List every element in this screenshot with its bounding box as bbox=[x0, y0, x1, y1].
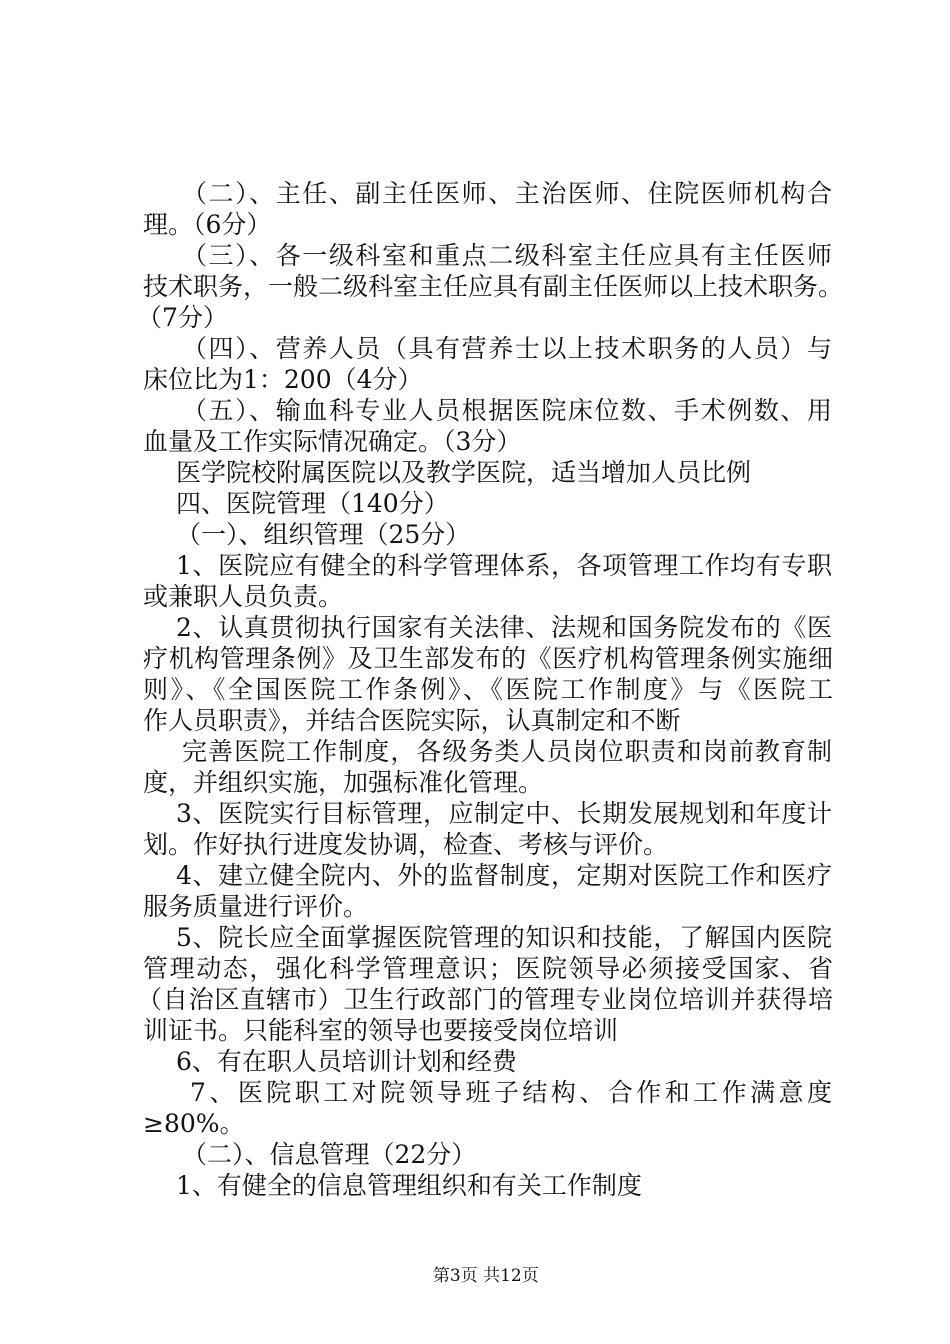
line-26: 管理动态，强化科学管理意识；医院领导必须接受国家、省 bbox=[143, 954, 835, 983]
line-30: 7、医院职工对院领导班子结构、合作和工作满意度 bbox=[190, 1078, 836, 1107]
line-4: 技术职务，一般二级科室主任应具有副主任医师以上技术职务。 bbox=[143, 272, 843, 301]
line-8: （五）、输血科专业人员根据医院床位数、手术例数、用 bbox=[182, 396, 834, 425]
line-25: 5、院长应全面掌握医院管理的知识和技能，了解国内医院 bbox=[176, 923, 833, 952]
line-28: 训证书。只能科室的领导也要接受岗位培训 bbox=[143, 1016, 619, 1045]
line-6: （四）、营养人员（具有营养士以上技术职务的人员）与 bbox=[182, 334, 834, 363]
line-18: 作人员职责》，并结合医院实际，认真制定和不断 bbox=[143, 706, 681, 735]
line-9: 血量及工作实际情况确定。（3分） bbox=[143, 427, 522, 456]
line-10: 医学院校附属医院以及教学医院，适当增加人员比例 bbox=[176, 458, 752, 487]
line-13: 1、医院应有健全的科学管理体系，各项管理工作均有专职 bbox=[176, 551, 833, 580]
line-21: 3、医院实行目标管理，应制定中、长期发展规划和年度计 bbox=[176, 799, 833, 828]
line-11: 四、医院管理（140分） bbox=[176, 489, 449, 518]
line-14: 或兼职人员负责。 bbox=[143, 582, 344, 611]
line-5: （7分） bbox=[137, 303, 228, 332]
page-footer bbox=[0, 1240, 950, 1312]
line-19: 完善医院工作制度，各级务类人员岗位职责和岗前教育制 bbox=[182, 737, 834, 766]
line-29: 6、有在职人员培训计划和经费 bbox=[176, 1047, 517, 1076]
line-2: 理。（6分） bbox=[143, 210, 272, 239]
line-12: （一）、组织管理（25分） bbox=[176, 520, 471, 549]
line-16: 疗机构管理条例》及卫生部发布的《医疗机构管理条例实施细 bbox=[143, 644, 834, 673]
line-31: ≥80%。 bbox=[143, 1109, 245, 1138]
line-27: （自治区直辖市）卫生行政部门的管理专业岗位培训并获得培 bbox=[137, 985, 834, 1014]
line-1: （二）、主任、副主任医师、主治医师、住院医师机构合 bbox=[182, 179, 834, 208]
line-32: （二）、信息管理（22分） bbox=[182, 1140, 477, 1169]
line-20: 度，并组织实施，加强标准化管理。 bbox=[143, 768, 544, 797]
line-7: 床位比为1：200（4分） bbox=[143, 365, 423, 394]
line-23: 4、建立健全院内、外的监督制度，定期对医院工作和医疗 bbox=[176, 861, 833, 890]
line-3: （三）、各一级科室和重点二级科室主任应具有主任医师 bbox=[182, 241, 834, 270]
page-number-label: 第3页 共12页 bbox=[432, 1266, 539, 1286]
line-17: 则》、《全国医院工作条例》、《医院工作制度》与《医院工 bbox=[143, 675, 836, 704]
line-22: 划。作好执行进度发协调，检查、考核与评价。 bbox=[143, 830, 669, 859]
line-33: 1、有健全的信息管理组织和有关工作制度 bbox=[176, 1171, 642, 1200]
line-24: 服务质量进行评价。 bbox=[143, 892, 369, 921]
line-15: 2、认真贯彻执行国家有关法律、法规和国务院发布的《医 bbox=[176, 613, 833, 642]
